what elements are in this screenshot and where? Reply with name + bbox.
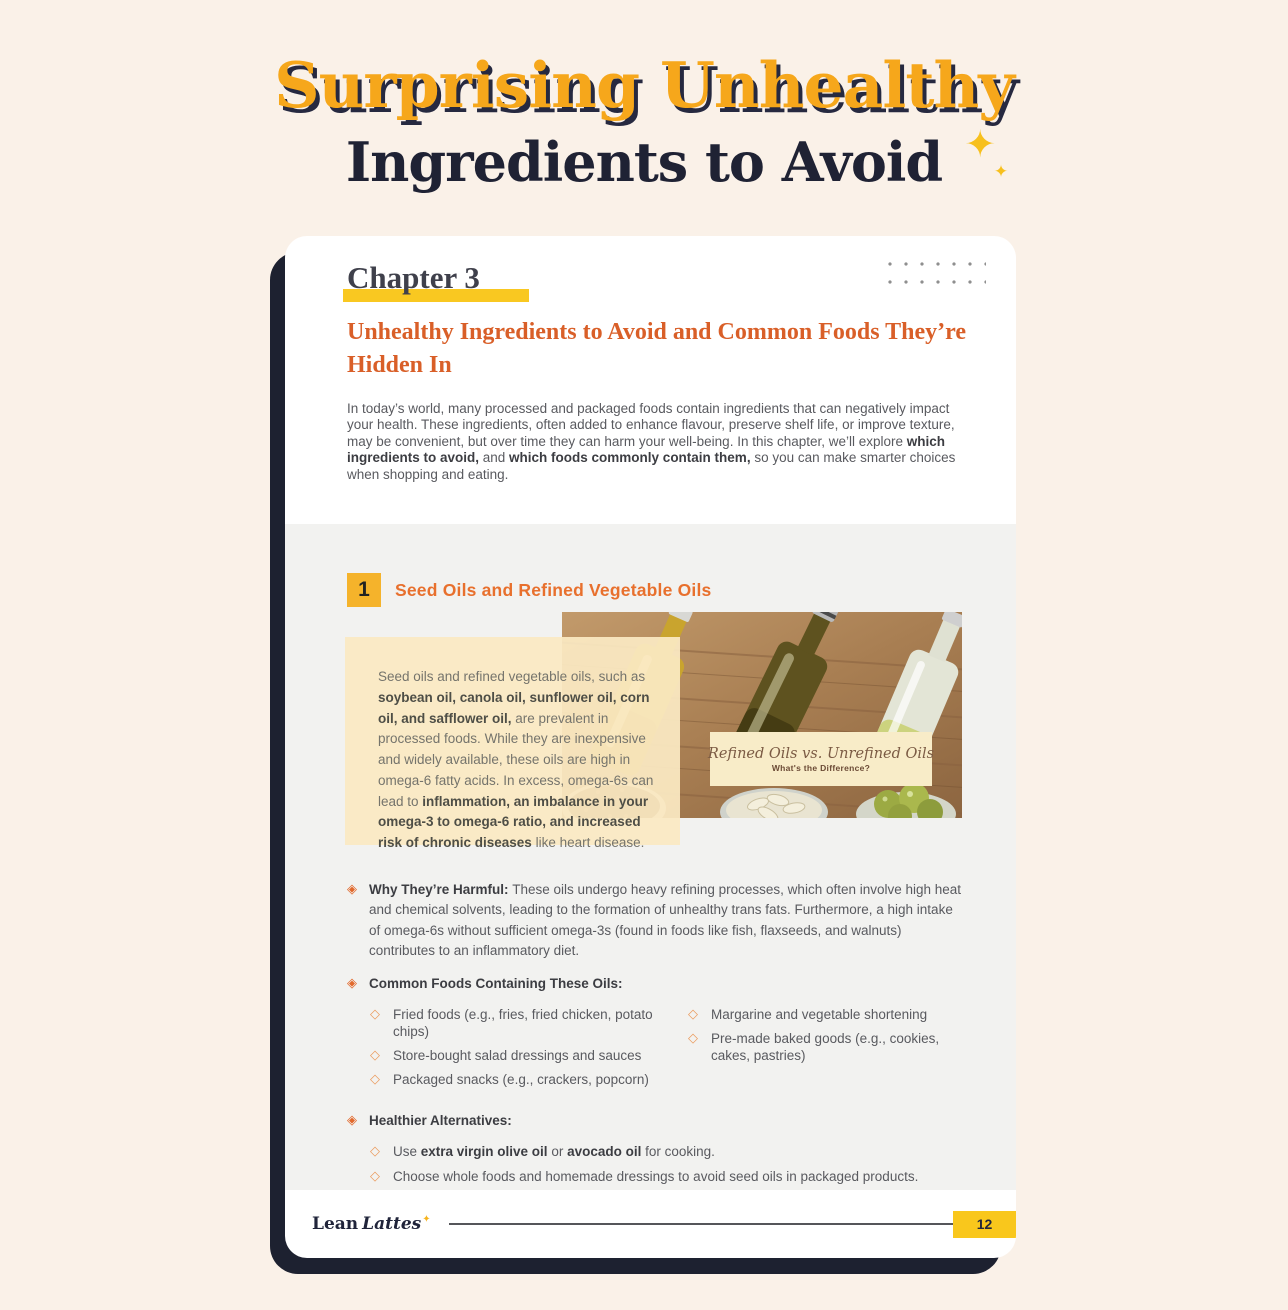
foods-column-right bbox=[688, 1006, 965, 1095]
photo-banner-subtitle: What's the Difference? bbox=[771, 762, 871, 773]
diamond-outline-icon: ◇ bbox=[370, 1143, 380, 1159]
intro-paragraph: In today’s world, many processed and packaged foods contain ingredients that can negatively impact your health. These ingredients, often added to enhance flavour, preserve shelf life, or improve texture, may be convenient, but over time they can harm your well-being. In this chapter, we’ll explore which ingredients to avoid, and which foods commonly contain them, so you can make smarter choices when shopping and eating. bbox=[347, 401, 956, 482]
bullet-section bbox=[347, 880, 965, 1193]
sparkle-icon: ✦ bbox=[964, 122, 997, 166]
diamond-outline-icon: ◇ bbox=[370, 1007, 380, 1023]
page-footer bbox=[285, 1190, 1016, 1258]
diamond-outline-icon: ◇ bbox=[688, 1007, 698, 1023]
section-background bbox=[285, 524, 1016, 1190]
title-line-2: Ingredients to Avoid bbox=[345, 130, 943, 194]
brand-word-lattes: Lattes bbox=[362, 1214, 422, 1234]
alternatives-label: Healthier Alternatives: bbox=[369, 1113, 512, 1129]
brand-sparkle-icon: ✦ bbox=[422, 1214, 431, 1226]
diamond-outline-icon: ◇ bbox=[370, 1168, 380, 1184]
healthier-alternatives-section bbox=[347, 1111, 965, 1184]
diamond-outline-icon: ◇ bbox=[688, 1031, 698, 1047]
diamond-bullet-icon: ◈ bbox=[347, 882, 357, 897]
foods-column-left bbox=[370, 1006, 688, 1095]
common-foods-bullet bbox=[347, 974, 965, 994]
chapter-heading-wrap bbox=[347, 260, 480, 296]
title-line-2-wrap bbox=[345, 122, 1009, 194]
why-harmful-bullet bbox=[347, 880, 965, 961]
food-list-item bbox=[370, 1006, 688, 1040]
page-title bbox=[0, 48, 1288, 194]
diamond-outline-icon: ◇ bbox=[370, 1072, 380, 1088]
sparkle-icon-small: ✦ bbox=[993, 162, 1009, 182]
chapter-subtitle: Unhealthy Ingredients to Avoid and Common Foods They’re Hidden In bbox=[347, 319, 966, 378]
alternative-item-label: Choose whole foods and homemade dressings to avoid seed oils in packaged products. bbox=[393, 1168, 919, 1184]
food-item-label: Packaged snacks (e.g., crackers, popcorn) bbox=[393, 1072, 649, 1088]
photo-banner-title: Refined Oils vs. Unrefined Oils bbox=[707, 745, 935, 762]
food-item-label: Store-bought salad dressings and sauces bbox=[393, 1048, 642, 1064]
photo-caption-banner bbox=[707, 732, 935, 786]
alternative-list-item bbox=[370, 1168, 965, 1185]
section-number-badge: 1 bbox=[347, 573, 381, 607]
food-item-label: Margarine and vegetable shortening bbox=[711, 1007, 928, 1023]
seed-oils-infobox: Seed oils and refined vegetable oils, such as soybean oil, canola oil, sunflower oil, corn oil, and safflower oil, are prevalent in processed foods. While they are inexpensive and widely available, these oils are high in omega-6 fatty acids. In excess, omega-6s can lead to inflammation, an imbalance in your omega-3 to omega-6 ratio, and increased risk of chronic diseases like heart disease. bbox=[345, 637, 680, 845]
title-line-1: Surprising Unhealthy bbox=[274, 48, 1014, 122]
chapter-title: Chapter 3 bbox=[347, 260, 480, 295]
page-number-badge: 12 bbox=[953, 1211, 1016, 1238]
why-harmful-text: Why They’re Harmful: These oils undergo heavy refining processes, which often involve high heat and chemical solvents, leading to the formation of unhealthy trans fats. Furthermore, a high intake of omega-6s without sufficient omega-3s (found in foods like fish, flaxseeds, and walnuts) contributes to an inflammatory diet. bbox=[369, 882, 962, 958]
common-foods-label: Common Foods Containing These Oils: bbox=[369, 976, 623, 991]
diamond-bullet-icon: ◈ bbox=[347, 1113, 357, 1129]
food-item-label: Fried foods (e.g., fries, fried chicken, potato chips) bbox=[393, 1007, 653, 1040]
alternatives-bullet bbox=[347, 1111, 965, 1131]
section-title: Seed Oils and Refined Vegetable Oils bbox=[395, 580, 712, 600]
alternatives-list bbox=[370, 1143, 965, 1185]
document-page-card bbox=[285, 236, 1016, 1258]
dot-grid-decoration bbox=[880, 252, 986, 284]
brand-word-lean: Lean bbox=[312, 1214, 359, 1234]
food-list-item bbox=[370, 1071, 688, 1088]
diamond-bullet-icon: ◈ bbox=[347, 976, 357, 991]
alternative-item-label: Use extra virgin olive oil or avocado oil for cooking. bbox=[393, 1143, 715, 1159]
alternative-list-item bbox=[370, 1143, 965, 1160]
brand-logo bbox=[312, 1214, 431, 1234]
food-list-item bbox=[688, 1030, 965, 1064]
common-foods-columns bbox=[370, 1006, 965, 1095]
food-item-label: Pre-made baked goods (e.g., cookies, cakes, pastries) bbox=[711, 1031, 940, 1064]
footer-divider-line bbox=[449, 1223, 953, 1225]
food-list-item bbox=[370, 1047, 688, 1064]
diamond-outline-icon: ◇ bbox=[370, 1048, 380, 1064]
food-list-item bbox=[688, 1006, 965, 1023]
